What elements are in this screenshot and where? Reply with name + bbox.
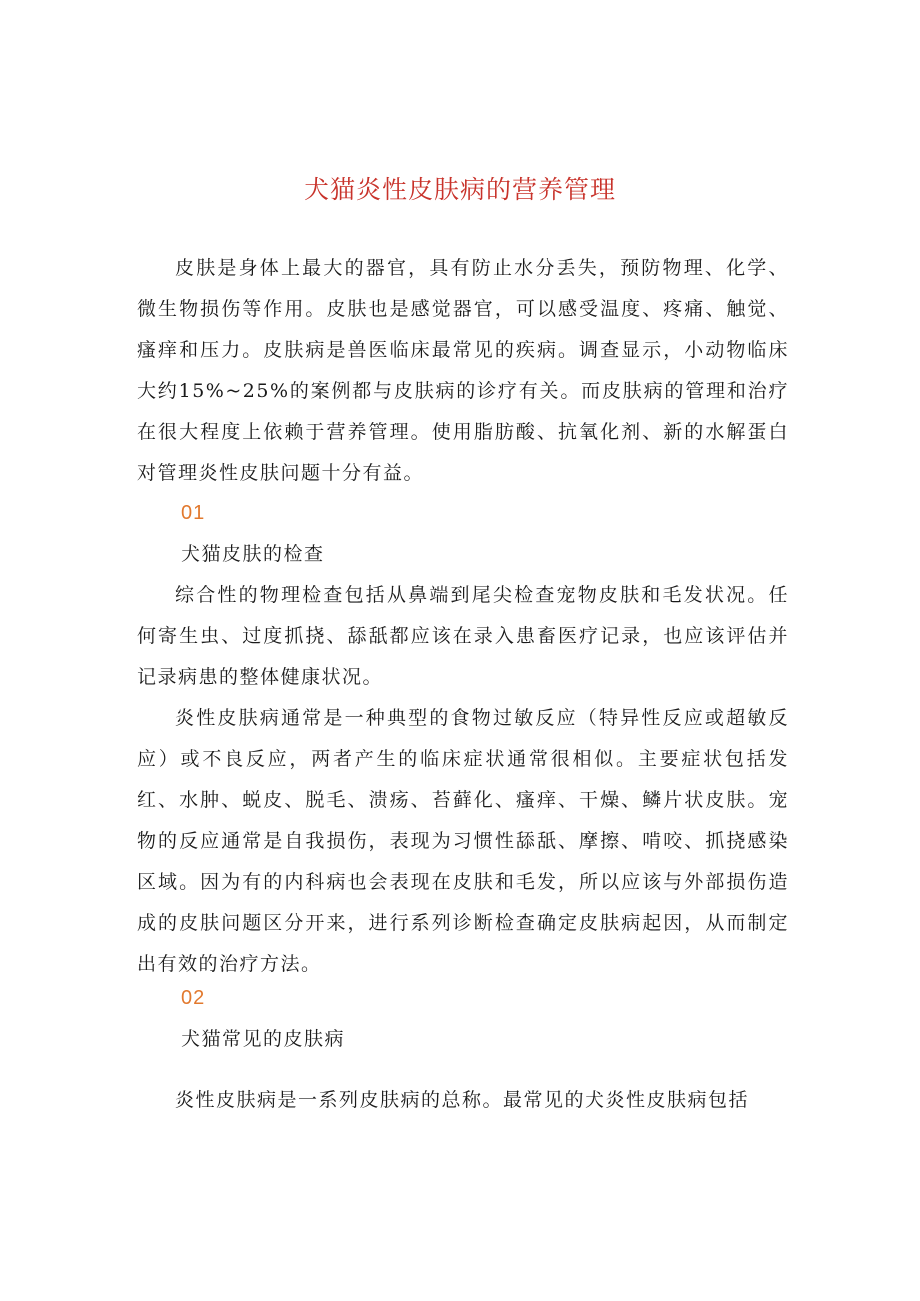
section-number-02: 02 (181, 987, 206, 1009)
intro-paragraph: 皮肤是身体上最大的器官，具有防止水分丢失，预防物理、化学、微生物损伤等作用。皮肤也是感觉器官，可以感受温度、疼痛、触觉、瘙痒和压力。皮肤病是兽医临床最常见的疾病。调查显示，小动物临床大约15%~25%的案例都与皮肤病的诊疗有关。而皮肤病的管理和治疗在很大程度上依赖于营养管理。使用脂肪酸、抗氧化剂、新的水解蛋白对管理炎性皮肤问题十分有益。 (137, 257, 789, 484)
paragraph-physical-exam: 综合性的物理检查包括从鼻端到尾尖检查宠物皮肤和毛发状况。任何寄生虫、过度抓挠、舔舐都应该在录入患畜医疗记录，也应该评估并记录病患的整体健康状况。 (137, 584, 789, 688)
section-heading-skin-examination: 犬猫皮肤的检查 (181, 543, 325, 565)
section-heading-common-skin-disease: 犬猫常见的皮肤病 (181, 1028, 346, 1050)
paragraph-disease-overview: 炎性皮肤病是一系列皮肤病的总称。最常见的犬炎性皮肤病包括 (175, 1089, 750, 1111)
section-number-01: 01 (181, 502, 206, 524)
document-title: 犬猫炎性皮肤病的营养管理 (303, 175, 616, 204)
paragraph-inflammatory-disease: 炎性皮肤病通常是一种典型的食物过敏反应（特异性反应或超敏反应）或不良反应，两者产生的临床症状通常很相似。主要症状包括发红、水肿、蜕皮、脱毛、溃疡、苔藓化、瘙痒、干燥、鳞片状皮肤。宠物的反应通常是自我损伤，表现为习惯性舔舐、摩擦、啃咬、抓挠感染区域。因为有的内科病也会表现在皮肤和毛发，所以应该与外部损伤造成的皮肤问题区分开来，进行系列诊断检查确定皮肤病起因，从而制定出有效的治疗方法。 (137, 707, 789, 975)
